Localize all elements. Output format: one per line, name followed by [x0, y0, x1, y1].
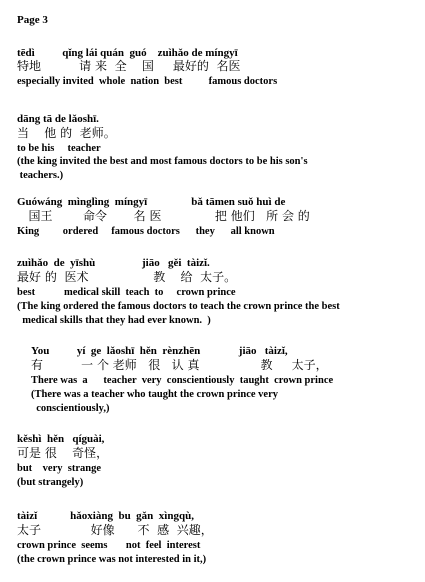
pinyin-line: zuìhǎo de yīshù jiāo gěi tàizǐ.	[17, 257, 210, 269]
gloss-line: crown prince seems not feel interest	[17, 540, 201, 551]
gloss-line: best medical skill teach to crown prince	[17, 287, 236, 298]
chinese-line: 最好 的 医术 教 给 太子。	[17, 270, 237, 284]
translation-line: (but strangely)	[17, 477, 84, 488]
pinyin-line: kěshì hěn qíguài,	[17, 433, 105, 445]
translation-line: (There was a teacher who taught the crown prince very	[31, 389, 279, 400]
translation-line: (The king ordered the famous doctors to teach the crown prince the best	[17, 301, 340, 312]
translation-line: teachers.)	[17, 170, 64, 181]
translation-line: (the king invited the best and most famous doctors to be his son's	[17, 156, 308, 167]
page-label: Page 3	[17, 14, 48, 26]
gloss-line: King ordered famous doctors they all known	[17, 226, 275, 237]
translation-line: conscientiously,)	[31, 403, 110, 414]
pinyin-line: dāng tā de lǎoshī.	[17, 113, 99, 125]
chinese-line: 国王 命令 名 医 把 他们 所 会 的	[17, 209, 310, 223]
translation-line: medical skills that they had ever known. )	[17, 315, 211, 326]
chinese-line: 特地 请 来 全 国 最好的 名医	[17, 59, 241, 73]
pinyin-line: tàizǐ hǎoxiàng bu gǎn xìngqù,	[17, 510, 194, 522]
pinyin-line: Guówáng mìnglìng míngyī bǎ tāmen suǒ huì de	[17, 196, 286, 208]
gloss-line: to be his teacher	[17, 143, 101, 154]
pinyin-line: tēdì qǐng lái quán guó zuìhǎo de míngyī	[17, 47, 238, 59]
pinyin-line: You yí ge lǎoshī hěn rènzhēn jiāo tàizǐ,	[31, 345, 288, 357]
chinese-line: 太子 好像 不 感 兴趣，	[17, 523, 213, 537]
gloss-line: but very strange	[17, 463, 101, 474]
gloss-line: especially invited whole nation best famous doctors	[17, 76, 278, 87]
chinese-line: 当 他 的 老师。	[17, 126, 116, 140]
gloss-line: There was a teacher very conscientiously taught crown prince	[31, 375, 334, 386]
chinese-line: 可是 很 奇怪，	[17, 446, 109, 460]
translation-line: (the crown prince was not interested in it,)	[17, 554, 207, 565]
chinese-line: 有 一 个 老师 很 认 真 教 太子，	[31, 358, 328, 372]
